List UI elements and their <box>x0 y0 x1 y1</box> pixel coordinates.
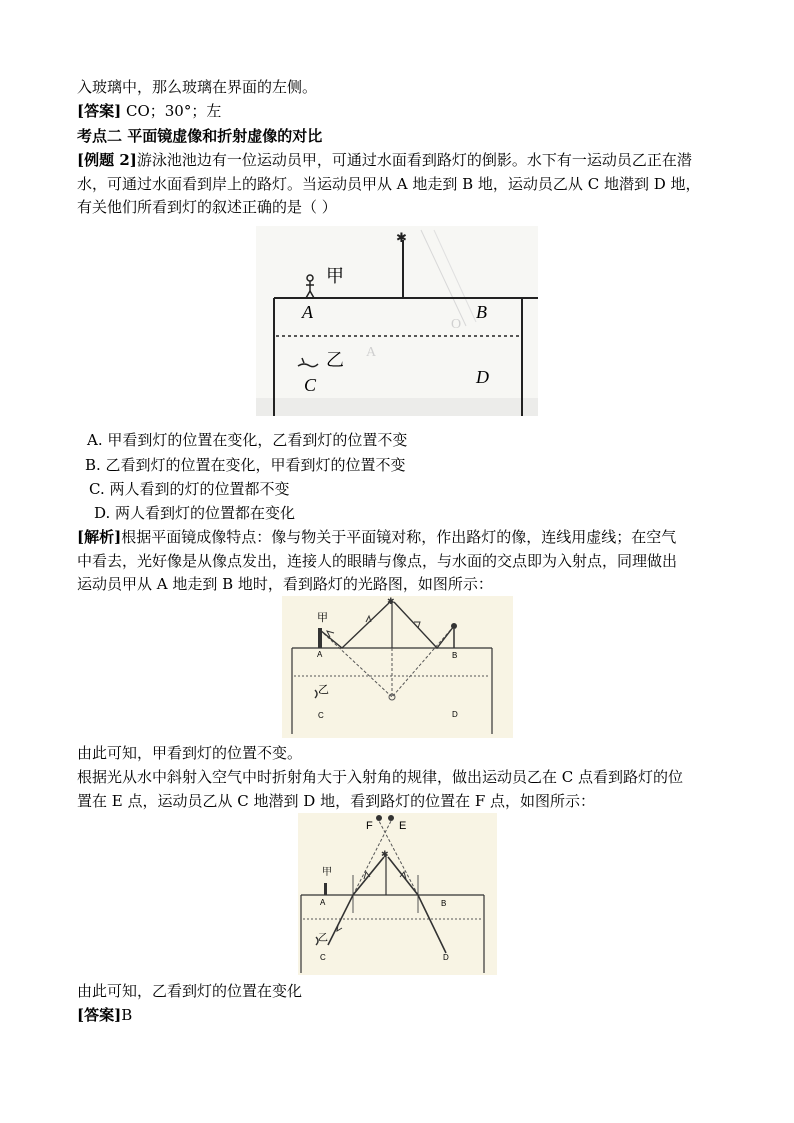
answer-2 <box>77 1005 132 1025</box>
point-e <box>388 815 394 821</box>
option-d: D. 两人看到灯的位置都在变化 <box>94 504 296 522</box>
example-text: 游泳池池边有一位运动员甲，可通过水面看到路灯的倒影。水下有一运动员乙正在潜 <box>136 151 692 169</box>
pool-figure-original <box>256 226 538 416</box>
lamp-icon: ✱ <box>396 230 407 245</box>
reflection-ray-diagram <box>282 596 513 738</box>
text-line: 有关他们所看到灯的叙述正确的是（ ） <box>77 198 337 216</box>
analysis <box>77 527 676 547</box>
label-d: D <box>452 710 458 719</box>
label-b: B <box>452 651 458 660</box>
lamp-icon: ✱ <box>381 849 389 859</box>
answer-text: B <box>121 1006 133 1024</box>
option-a: A. 甲看到灯的位置在变化，乙看到灯的位置不变 <box>87 431 408 449</box>
label-jia: 甲 <box>317 612 328 624</box>
label-jia: 甲 <box>326 266 344 286</box>
analysis-text: 根据平面镜成像特点：像与物关于平面镜对称，作出路灯的像，连线用虚线；在空气 <box>121 528 677 546</box>
label-f: F <box>366 820 373 832</box>
label-c: C <box>318 711 324 720</box>
person-jia-icon <box>318 628 322 648</box>
text-line: 中看去，光好像是从像点发出，连接人的眼睛与像点，与水面的交点即为入射点，同理做出 <box>77 552 678 570</box>
text-line: 置在 E 点，运动员乙从 C 地潜到 D 地，看到路灯的位置在 F 点，如图所示： <box>77 792 596 810</box>
person-b-icon <box>451 623 457 629</box>
conclusion-1: 由此可知，甲看到灯的位置不变。 <box>77 744 303 762</box>
lamp-icon: ✱ <box>387 596 395 606</box>
text-line: 根据光从水中斜射入空气中时折射角大于入射角的规律，做出运动员乙在 C 点看到路灯的位 <box>77 768 684 786</box>
label-a: A <box>302 302 313 322</box>
label-c: C <box>304 375 317 395</box>
svg-text:O: O <box>451 317 462 332</box>
option-c: C. 两人看到的灯的位置都不变 <box>89 480 290 498</box>
label-b: B <box>441 899 447 908</box>
person-jia-icon <box>324 883 327 895</box>
answer-text: CO；30°；左 <box>121 102 222 120</box>
label-b: B <box>476 302 487 322</box>
answer-tag: [答案] <box>77 1006 122 1024</box>
label-d: D <box>443 953 449 962</box>
label-yi: 乙 <box>318 684 329 696</box>
text-line: 运动员甲从 A 地走到 B 地时，看到路灯的光路图，如图所示： <box>77 575 493 593</box>
text-line: 入玻璃中，那么玻璃在界面的左侧。 <box>77 78 318 96</box>
analysis-tag: [解析] <box>77 528 122 546</box>
answer-tag: [答案] <box>77 102 122 120</box>
label-a: A <box>320 898 326 907</box>
svg-text:A: A <box>366 345 377 360</box>
label-yi: 乙 <box>318 933 328 944</box>
label-c: C <box>320 953 326 962</box>
option-b: B. 乙看到灯的位置在变化，甲看到灯的位置不变 <box>85 456 406 474</box>
label-a: A <box>317 650 323 659</box>
label-yi: 乙 <box>326 350 344 370</box>
text-line: 水，可通过水面看到岸上的路灯。当运动员甲从 A 地走到 B 地，运动员乙从 C 地潜到 D 地， <box>77 175 701 193</box>
refraction-ray-diagram <box>298 813 497 975</box>
point-f <box>376 815 382 821</box>
label-jia: 甲 <box>322 867 332 878</box>
label-e: E <box>399 820 407 832</box>
conclusion-2: 由此可知，乙看到灯的位置在变化 <box>77 982 303 1000</box>
label-d: D <box>476 367 489 387</box>
section-title: 考点二 平面镜虚像和折射虚像的对比 <box>77 127 323 145</box>
example-2-question <box>77 150 692 170</box>
answer-1 <box>77 101 221 121</box>
example-tag: [例题 2] <box>77 151 137 169</box>
